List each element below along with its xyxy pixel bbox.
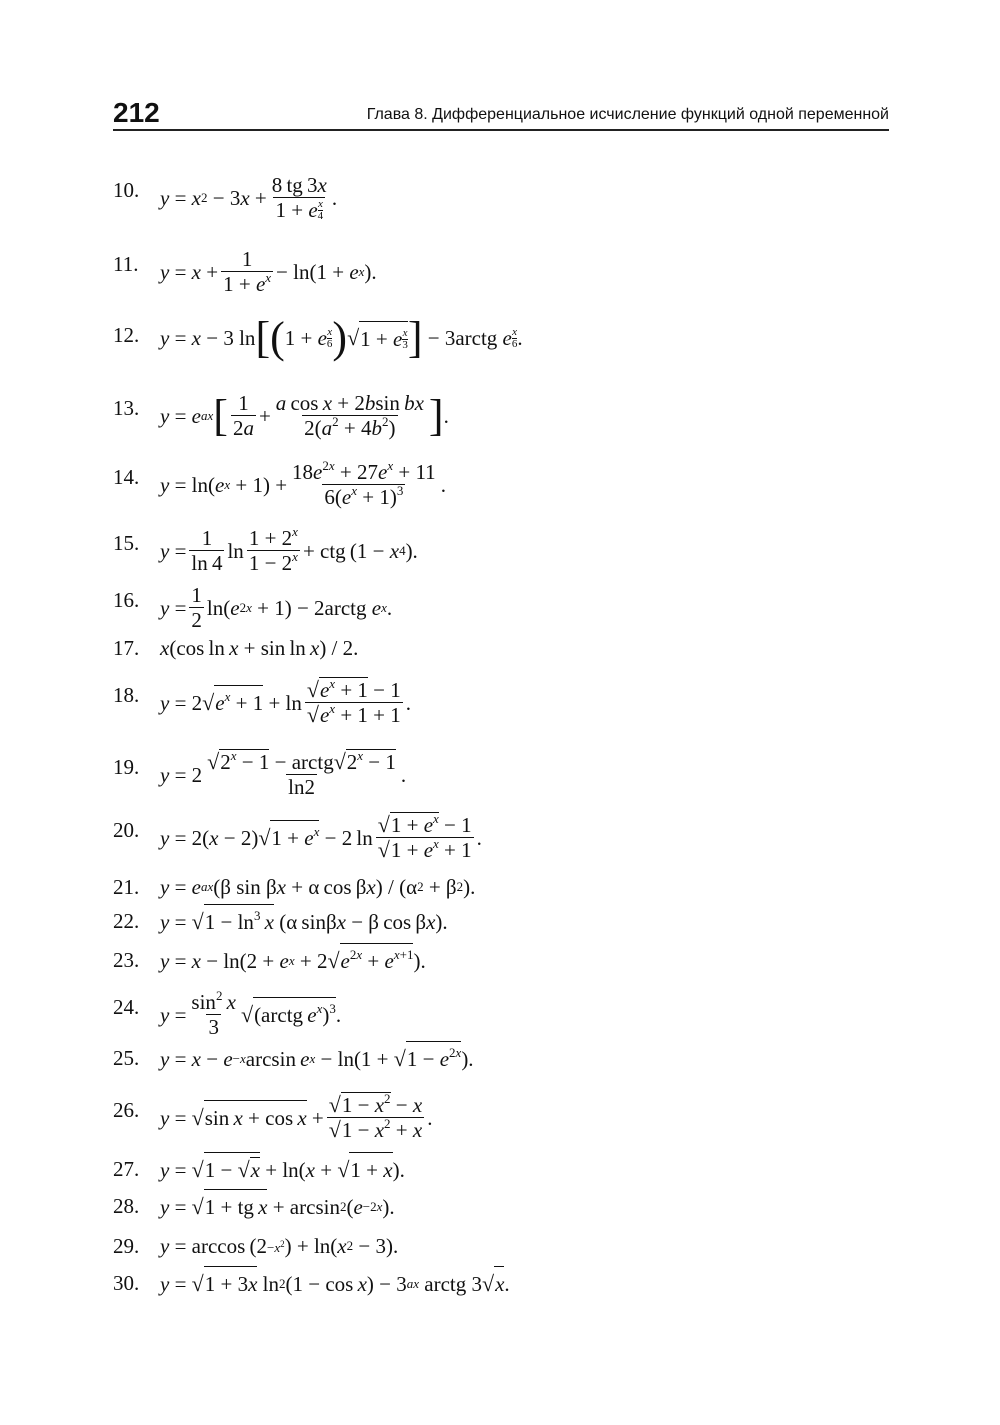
problem-number: 13. — [113, 396, 140, 420]
problem-number: 24. — [113, 995, 140, 1019]
formula: y = √ 1 + 3x ln 2 (1 − cos x ) − 3 ax arctg 3 √ x . — [160, 1266, 510, 1301]
formula: y = 1 2 ln( e 2x + 1) − 2arctg e x . — [160, 583, 393, 632]
formula: y = √ sin x + cos x + $√1 - x^2 - x$ $√1 - x^2 + x$ . — [160, 1091, 433, 1142]
formula: y = x − e −x arcsin e x − ln(1 + √ $1 - e^{2x}$ ). — [160, 1041, 474, 1076]
page-number: 212 — [113, 97, 160, 128]
running-title: Глава 8. Дифференциальное исчисление функций одной переменной — [366, 106, 889, 123]
formula: y = √ 1 − √x + ln( x + √ 1 + x ). — [160, 1152, 405, 1187]
problem-number: 26. — [113, 1098, 140, 1122]
formula: y = e ax (β sin β x + α cos β x ) / (α 2 + β 2 ). — [160, 875, 476, 899]
formula: y = $\sin^2 x$ 3 √ (arctg $e^x)^3$ . — [160, 988, 342, 1039]
page-header — [113, 96, 889, 132]
problem-number: 30. — [113, 1271, 140, 1295]
problem-number: 19. — [113, 755, 140, 779]
problem-number: 11. — [113, 252, 139, 276]
problem-number: 20. — [113, 818, 140, 842]
problem-number: 12. — [113, 323, 140, 347]
problem-number: 17. — [113, 636, 140, 660]
formula: y = √ 1 + tg x + arcsin 2 ( e −2x ). — [160, 1189, 395, 1224]
formula: y = 2 $√2^x - 1$ − $arctg√2^x - 1$ ln2 . — [160, 748, 407, 799]
formula: y = x − ln(2 + e x + 2 √ $e^{2x} + e^{x+1}$ ). — [160, 943, 426, 978]
formula: y = 2 √ $e^x + 1$ + ln $√e^x + 1 - 1$ $√e^x + 1 + 1$ . — [160, 676, 412, 727]
problem-number: 29. — [113, 1234, 140, 1258]
problem-number: 10. — [113, 178, 140, 202]
problem-number: 23. — [113, 948, 140, 972]
problem-number: 27. — [113, 1157, 140, 1181]
formula: y = ln( e x + 1) + $18e^{2x} + 27e^x + 11$ $6(e^x + 1)^3$ . — [160, 458, 446, 509]
problem-number: 28. — [113, 1194, 140, 1218]
problem-number: 18. — [113, 683, 140, 707]
problem-number: 14. — [113, 465, 140, 489]
formula: y = 2( x − 2) √ $1 + e^x$ − 2 ln $√1 + e^x - 1$ $√1 + e^x + 1$ . — [160, 811, 482, 862]
formula: x (cos ln x + sin ln x ) / 2. — [160, 636, 359, 660]
formula: y = arccos (2 $-x^2$ ) + ln( x 2 − 3). — [160, 1234, 399, 1258]
formula: y = x + 1 $1 + e^x$ − ln(1 + e x ). — [160, 247, 377, 296]
problem-number: 22. — [113, 909, 140, 933]
formula: y = 1 ln 4 ln $1 + 2^x$ $1 - 2^x$ + ctg (1 − x 4 ). — [160, 524, 418, 575]
formula: y = x 2 − 3 x + 8 tg 3x 1 + e $\frac{x}{4}$ . — [160, 173, 338, 222]
formula: y = e ax [ 1 2a + a cos x + 2bsin bx $2(a^2 + 4b^2)$ ] . — [160, 390, 449, 440]
problem-number: 21. — [113, 875, 140, 899]
problem-number: 15. — [113, 531, 140, 555]
problem-number: 16. — [113, 588, 140, 612]
header-rule — [113, 129, 889, 131]
formula: y = √ $1 - \ln^3 x$ (α sinβ x − β cos β x ). — [160, 904, 448, 939]
formula: y = x − 3 ln [( 1 + e x 6 ) √ 1 + e $\frac{x}{3}$ ] − 3arctg e x 6 . — [160, 313, 523, 362]
problem-number: 25. — [113, 1046, 140, 1070]
